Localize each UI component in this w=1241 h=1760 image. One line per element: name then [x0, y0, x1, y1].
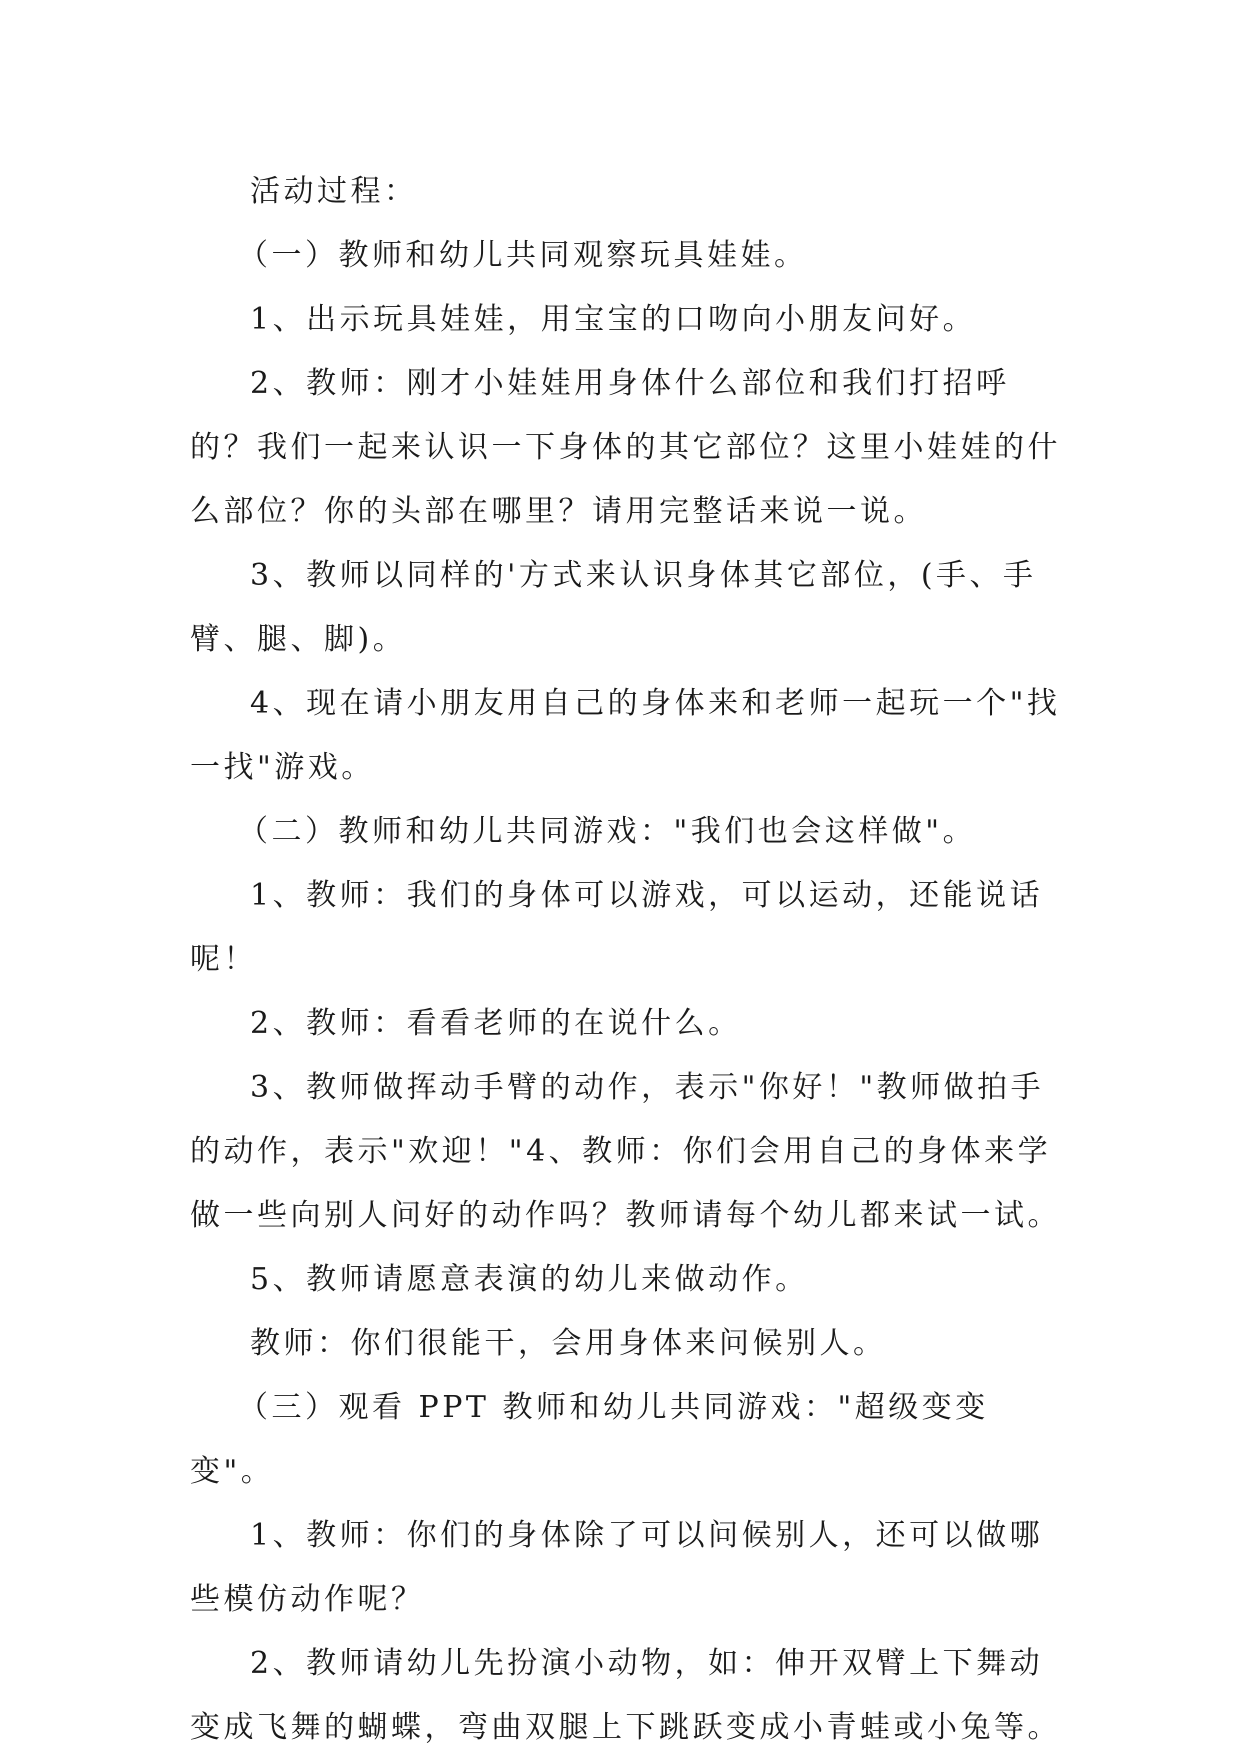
section-heading-part-2: （二）教师和幼儿共同游戏："我们也会这样做"。	[238, 814, 977, 849]
paragraph-1-1: 1、出示玩具娃娃，用宝宝的口吻向小朋友问好。	[250, 302, 977, 337]
paragraph-3-1: 1、教师：你们的身体除了可以问候别人，还可以做哪些模仿动作呢？	[190, 1518, 1044, 1617]
section-heading-activity-process: 活动过程：	[250, 174, 418, 209]
section-heading-part-3: （三）观看 PPT 教师和幼儿共同游戏："超级变变变"。	[190, 1390, 989, 1489]
section-heading-part-1: （一）教师和幼儿共同观察玩具娃娃。	[238, 238, 808, 273]
paragraph-2-teacher-remark: 教师：你们很能干，会用身体来问候别人。	[250, 1326, 887, 1361]
paragraph-1-3: 3、教师以同样的'方式来认识身体其它部位，(手、手臂、腿、脚)。	[190, 558, 1037, 657]
paragraph-3-2: 2、教师请幼儿先扮演小动物，如：伸开双臂上下舞动变成飞舞的蝴蝶，弯曲双腿上下跳跃变成小青蛙或小兔等。	[190, 1646, 1061, 1745]
paragraph-2-1: 1、教师：我们的身体可以游戏，可以运动，还能说话呢！	[190, 878, 1044, 977]
paragraph-2-5: 5、教师请愿意表演的幼儿来做动作。	[250, 1262, 809, 1297]
document-body	[190, 160, 1070, 1760]
paragraph-2-3: 3、教师做挥动手臂的动作，表示"你好！"教师做拍手的动作，表示"欢迎！"4、教师：你们会用自己的身体来学做一些向别人问好的动作吗？教师请每个幼儿都来试一试。	[190, 1070, 1061, 1233]
paragraph-2-2: 2、教师：看看老师的在说什么。	[250, 1006, 742, 1041]
paragraph-1-2: 2、教师：刚才小娃娃用身体什么部位和我们打招呼的？我们一起来认识一下身体的其它部位？这里小娃娃的什么部位？你的头部在哪里？请用完整话来说一说。	[190, 366, 1061, 529]
paragraph-1-4: 4、现在请小朋友用自己的身体来和老师一起玩一个"找一找"游戏。	[190, 686, 1061, 785]
